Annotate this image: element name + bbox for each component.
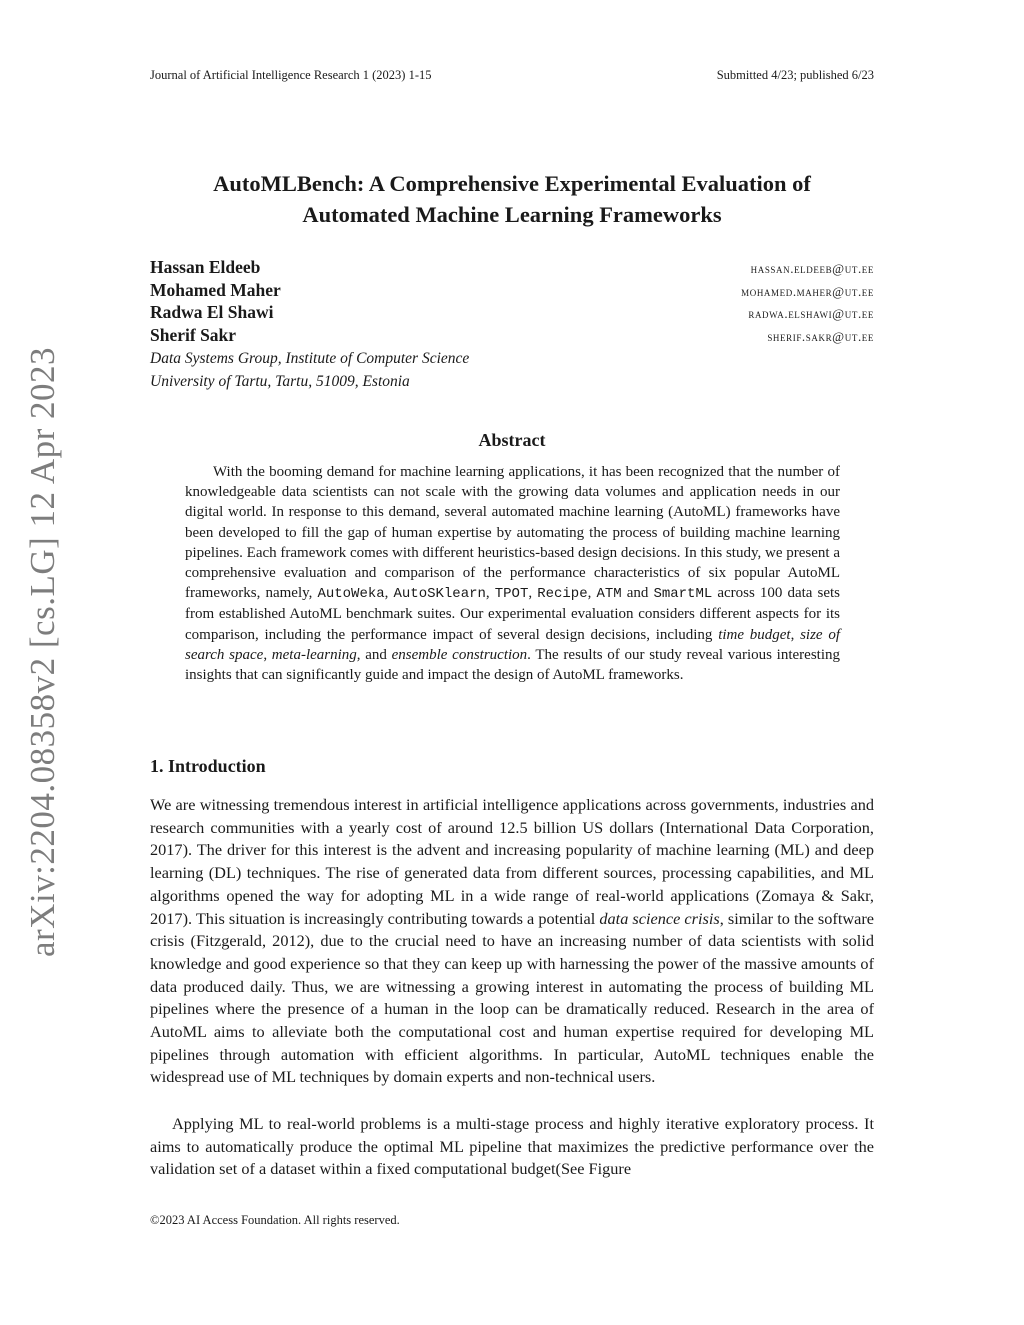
abstract-part-1: With the booming demand for machine learning applications, it has been recognized that the number of knowledgeable data scientists can not scale with the growing data volumes and application needs in our digital world. In response to this demand, several automated machine learning (AutoML) frameworks have been developed to fill the gap of human expertise by automating the process of building machine learning pipelines. Each framework comes with different heuristics-based design decisions. In this study, we present a comprehensive evaluation and comparison of the performance characteristics of six popular AutoML frameworks, namely, [185,464,840,602]
author-row [150,280,874,303]
emphasis-text: data science crisis [599,908,720,928]
design-aspect: size of search space [185,626,841,663]
abstract-text [185,462,840,685]
separator: and [621,585,654,602]
author-row [150,325,874,348]
separator: , [528,585,538,602]
framework-name: AutoWeka [317,586,385,603]
title-line-2: Automated Machine Learning Frameworks [302,202,722,227]
author-name: Mohamed Maher [150,279,281,300]
paper-title [150,168,874,230]
separator: , and [356,646,392,663]
author-email[interactable]: mohamed.maher@ut.ee [741,283,874,299]
author-row [150,302,874,325]
framework-name: TPOT [494,586,529,603]
author-name: Sherif Sakr [150,324,237,345]
author-name: Hassan Eldeeb [150,257,261,277]
journal-citation: Journal of Artificial Intelligence Research 1 (2023) 1-15 [150,68,432,82]
author-email[interactable]: sherif.sakr@ut.ee [767,328,874,344]
design-aspect: time budget [718,626,791,643]
paragraph-text: We are witnessing tremendous interest in artificial intelligence applications across governments, industries and research communities with a yearly cost of around 12.5 billion US dollars (International Data Corporation, 2017). The driver for this interest is the advent and increasing popularity of machine learning (ML) and deep learning (DL) techniques. The rise of generated data from different sources, processing capabilities, and ML algorithms opened the way for adopting ML in a wide range of real-world applications (Zomaya & Sakr, 2017). This situation is increasingly contributing towards a potential [150,795,874,928]
affiliation-line-2: University of Tartu, Tartu, 51009, Estonia [150,373,410,390]
author-block [150,257,874,393]
running-header [150,68,874,83]
abstract-part-2: across 100 data sets from established AutoML benchmark suites. Our experimental evaluation considers different aspects for its comparison, including the performance impact of several design decisions, including [185,585,841,643]
author-email[interactable]: radwa.elshawi@ut.ee [748,306,874,321]
arxiv-identifier[interactable]: arXiv:2204.08358v2 [cs.LG] 12 Apr 2023 [23,346,62,958]
author-name: Radwa El Shawi [150,302,274,322]
separator: , [384,585,394,602]
framework-name: AutoSKlearn [393,586,486,603]
design-aspect: meta-learning [271,646,357,663]
author-row [150,257,874,280]
paragraph-text: , similar to the software crisis (Fitzgerald, 2012), due to the crucial need to have an increasing number of data scientists with solid knowledge and good experience so that they can keep up with harnessing the power of the massive amounts of data produced daily. Thus, we are witnessing a growing interest in automating the process of building ML pipelines where the presence of a human in the loop can be dramatically reduced. Research in the area of AutoML aims to alleviate both the computational cost and human expertise required for developing ML pipelines through automation with efficient algorithms. In particular, AutoML techniques enable the widespread use of ML techniques by domain experts and non-technical users. [150,908,874,1087]
affiliation-line-1: Data Systems Group, Institute of Computer Science [150,350,470,367]
separator: , [790,626,801,643]
copyright-footer: ©2023 AI Access Foundation. All rights reserved. [150,1213,400,1227]
framework-name: ATM [596,586,622,603]
section-heading-introduction: 1. Introduction [150,756,266,776]
framework-name: SmartML [653,586,713,603]
intro-paragraph-2: Applying ML to real-world problems is a multi-stage process and highly iterative exploratory process. It aims to automatically produce the optimal ML pipeline that maximizes the predictive performance over the validation set of a dataset within a fixed computational budget(See Figure [150,1114,874,1179]
intro-paragraph-1 [150,794,874,1089]
separator: , [587,585,597,602]
author-email[interactable]: hassan.eldeeb@ut.ee [750,261,874,276]
title-line-1: AutoMLBench: A Comprehensive Experimental Evaluation of [213,171,811,196]
submission-dates: Submitted 4/23; published 6/23 [716,68,874,82]
separator: , [263,646,272,663]
abstract-heading: Abstract [478,430,546,450]
separator: , [485,585,495,602]
framework-name: Recipe [537,586,588,603]
design-aspect: ensemble construction [391,646,528,663]
abstract-part-3: . The results of our study reveal various interesting insights that can significantly guide and impact the design of AutoML frameworks. [185,646,840,684]
